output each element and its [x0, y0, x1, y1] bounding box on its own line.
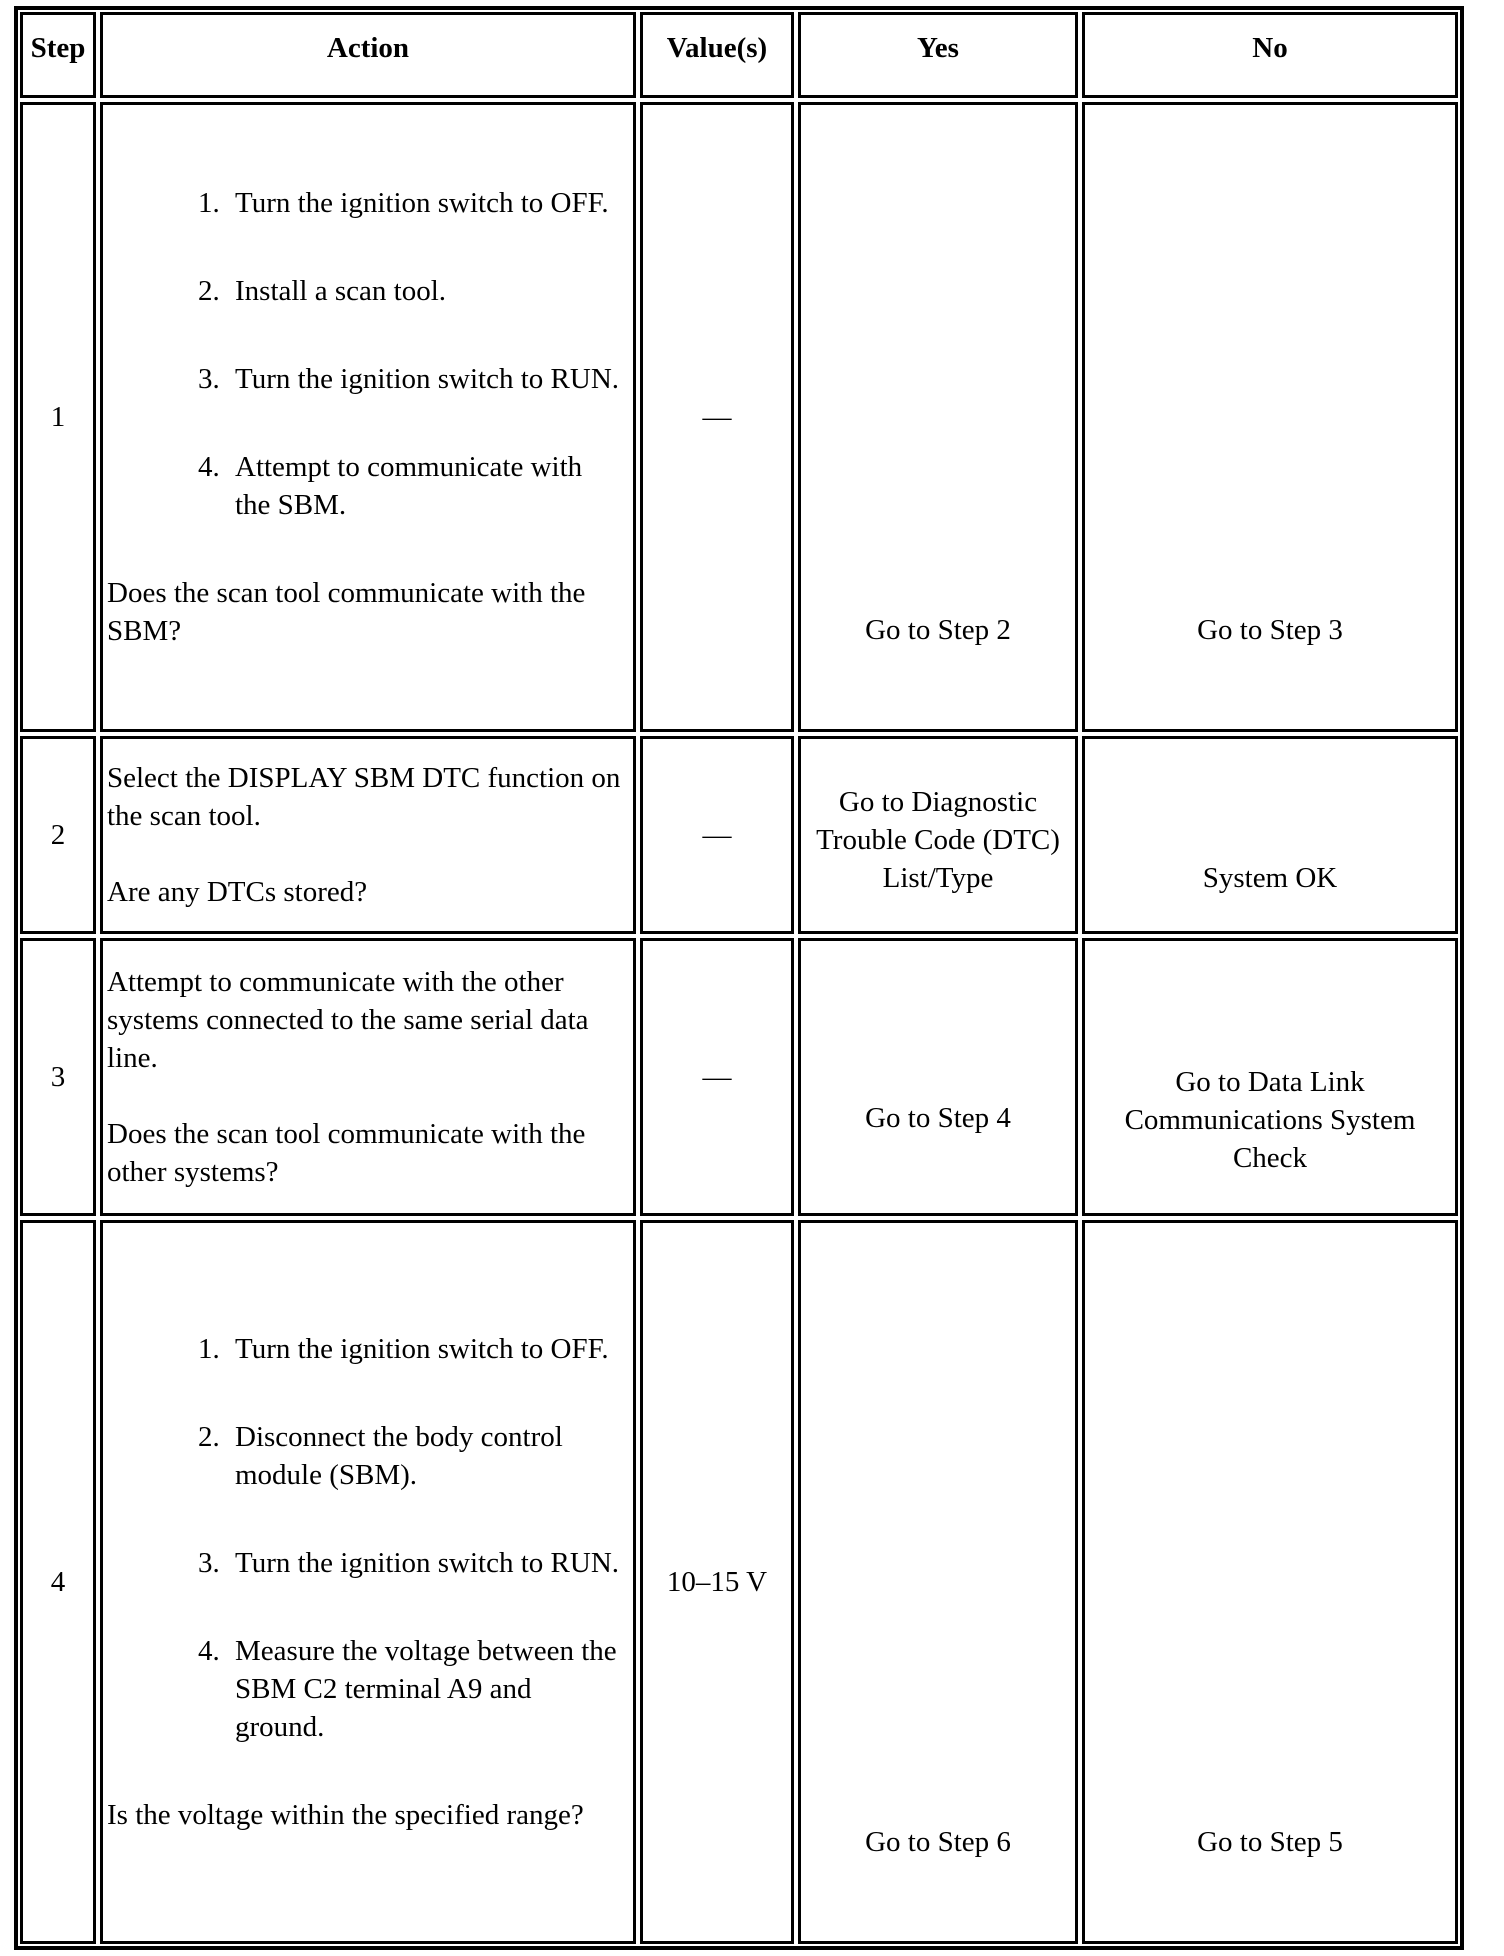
substep-item: 1. Turn the ignition switch to OFF. — [227, 1330, 623, 1368]
value-cell: 10–15 V — [640, 1220, 794, 1944]
header-values: Value(s) — [640, 12, 794, 98]
header-yes: Yes — [798, 12, 1078, 98]
step-cell: 3 — [20, 938, 96, 1216]
substep-item: 1. Turn the ignition switch to OFF. — [227, 184, 623, 222]
substep-list — [107, 1330, 623, 1796]
substep-item: 3. Turn the ignition switch to RUN. — [227, 360, 623, 398]
substep-item: 4. Attempt to communicate with the SBM. — [227, 448, 623, 524]
action-question: Does the scan tool communicate with the other systems? — [107, 1118, 586, 1188]
header-no: No — [1082, 12, 1458, 98]
no-cell: Go to Data Link Communications System Check — [1082, 938, 1458, 1216]
action-cell — [100, 1220, 636, 1944]
step-cell: 4 — [20, 1220, 96, 1944]
value-cell: — — [640, 938, 794, 1216]
substep-item: 2. Disconnect the body control module (SBM). — [227, 1418, 623, 1494]
yes-cell: Go to Step 2 — [798, 102, 1078, 732]
step-cell: 2 — [20, 736, 96, 934]
value-cell: — — [640, 736, 794, 934]
action-paragraph: Attempt to communicate with the other systems connected to the same serial data line. — [107, 966, 589, 1074]
substep-item: 2. Install a scan tool. — [227, 272, 623, 310]
action-question: Are any DTCs stored? — [107, 876, 368, 908]
no-cell: Go to Step 3 — [1082, 102, 1458, 732]
action-cell — [100, 102, 636, 732]
yes-cell: Go to Step 6 — [798, 1220, 1078, 1944]
no-cell: Go to Step 5 — [1082, 1220, 1458, 1944]
substep-item: 4. Measure the voltage between the SBM C2 terminal A9 and ground. — [227, 1632, 623, 1746]
header-action: Action — [100, 12, 636, 98]
action-question: Is the voltage within the specified range? — [107, 1799, 584, 1831]
yes-cell: Go to Step 4 — [798, 938, 1078, 1216]
no-cell: System OK — [1082, 736, 1458, 934]
action-cell — [100, 938, 636, 1216]
step-cell: 1 — [20, 102, 96, 732]
action-question: Does the scan tool communicate with the SBM? — [107, 577, 586, 647]
action-cell — [100, 736, 636, 934]
header-step: Step — [20, 12, 96, 98]
value-cell: — — [640, 102, 794, 732]
substep-item: 3. Turn the ignition switch to RUN. — [227, 1544, 623, 1582]
yes-cell: Go to Diagnostic Trouble Code (DTC) List/Type — [798, 736, 1078, 934]
substep-list — [107, 184, 623, 574]
action-paragraph: Select the DISPLAY SBM DTC function on the scan tool. — [107, 762, 621, 832]
